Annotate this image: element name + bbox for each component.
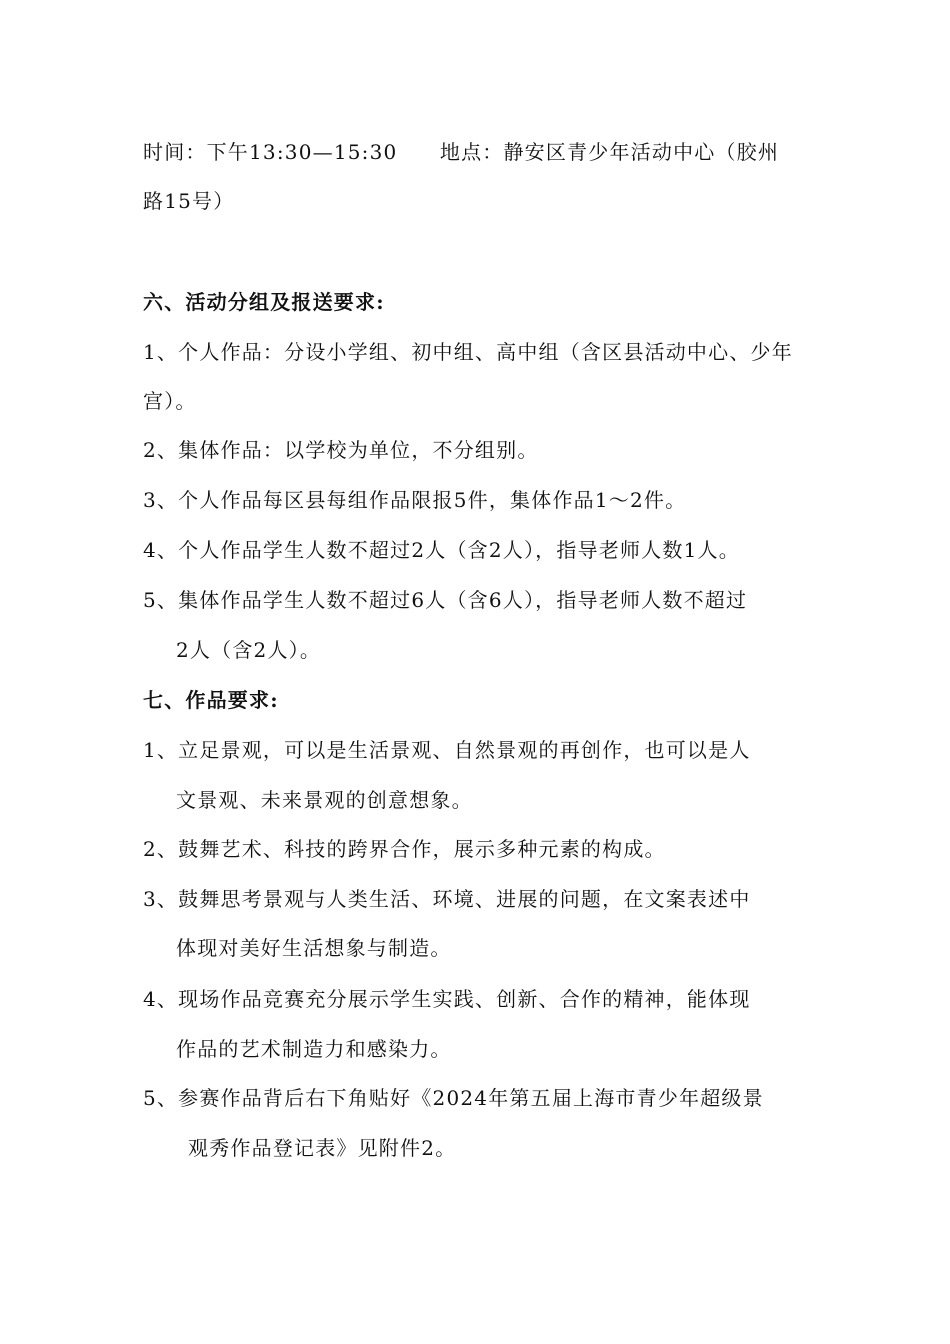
section-7-item-3: 3、鼓舞思考景观与人类生活、环境、进展的问题，在文案表述中 bbox=[143, 887, 751, 911]
section-6-item-5-cont: 2人（含2人）。 bbox=[176, 638, 322, 662]
section-6-item-3: 3、个人作品每区县每组作品限报5件，集体作品1～2件。 bbox=[143, 488, 687, 512]
section-7-heading: 七、作品要求: bbox=[143, 688, 279, 712]
section-7-item-5-cont: 观秀作品登记表》见附件2。 bbox=[188, 1136, 457, 1160]
section-7-item-1: 1、立足景观，可以是生活景观、自然景观的再创作，也可以是人 bbox=[143, 738, 751, 762]
section-6-item-1: 1、个人作品：分设小学组、初中组、高中组（含区县活动中心、少年 bbox=[143, 340, 793, 364]
time-location-line: 时间：下午13:30—15:30 地点：静安区青少年活动中心（胶州 bbox=[143, 140, 780, 164]
section-7-item-4-cont: 作品的艺术制造力和感染力。 bbox=[176, 1037, 452, 1061]
section-6-item-2: 2、集体作品：以学校为单位，不分组别。 bbox=[143, 438, 539, 462]
section-7-item-2: 2、鼓舞艺术、科技的跨界合作，展示多种元素的构成。 bbox=[143, 837, 666, 861]
section-6-heading: 六、活动分组及报送要求: bbox=[143, 290, 385, 314]
section-7-item-3-cont: 体现对美好生活想象与制造。 bbox=[176, 936, 452, 960]
section-6-item-5: 5、集体作品学生人数不超过6人（含6人），指导老师人数不超过 bbox=[143, 588, 748, 612]
section-6-item-4: 4、个人作品学生人数不超过2人（含2人），指导老师人数1人。 bbox=[143, 538, 740, 562]
section-7-item-1-cont: 文景观、未来景观的创意想象。 bbox=[176, 788, 473, 812]
time-location-line-cont: 路15号） bbox=[143, 189, 235, 213]
section-6-item-1-cont: 宫）。 bbox=[143, 389, 197, 413]
section-7-item-4: 4、现场作品竞赛充分展示学生实践、创新、合作的精神，能体现 bbox=[143, 987, 751, 1011]
section-7-item-5: 5、参赛作品背后右下角贴好《2024年第五届上海市青少年超级景 bbox=[143, 1086, 764, 1110]
